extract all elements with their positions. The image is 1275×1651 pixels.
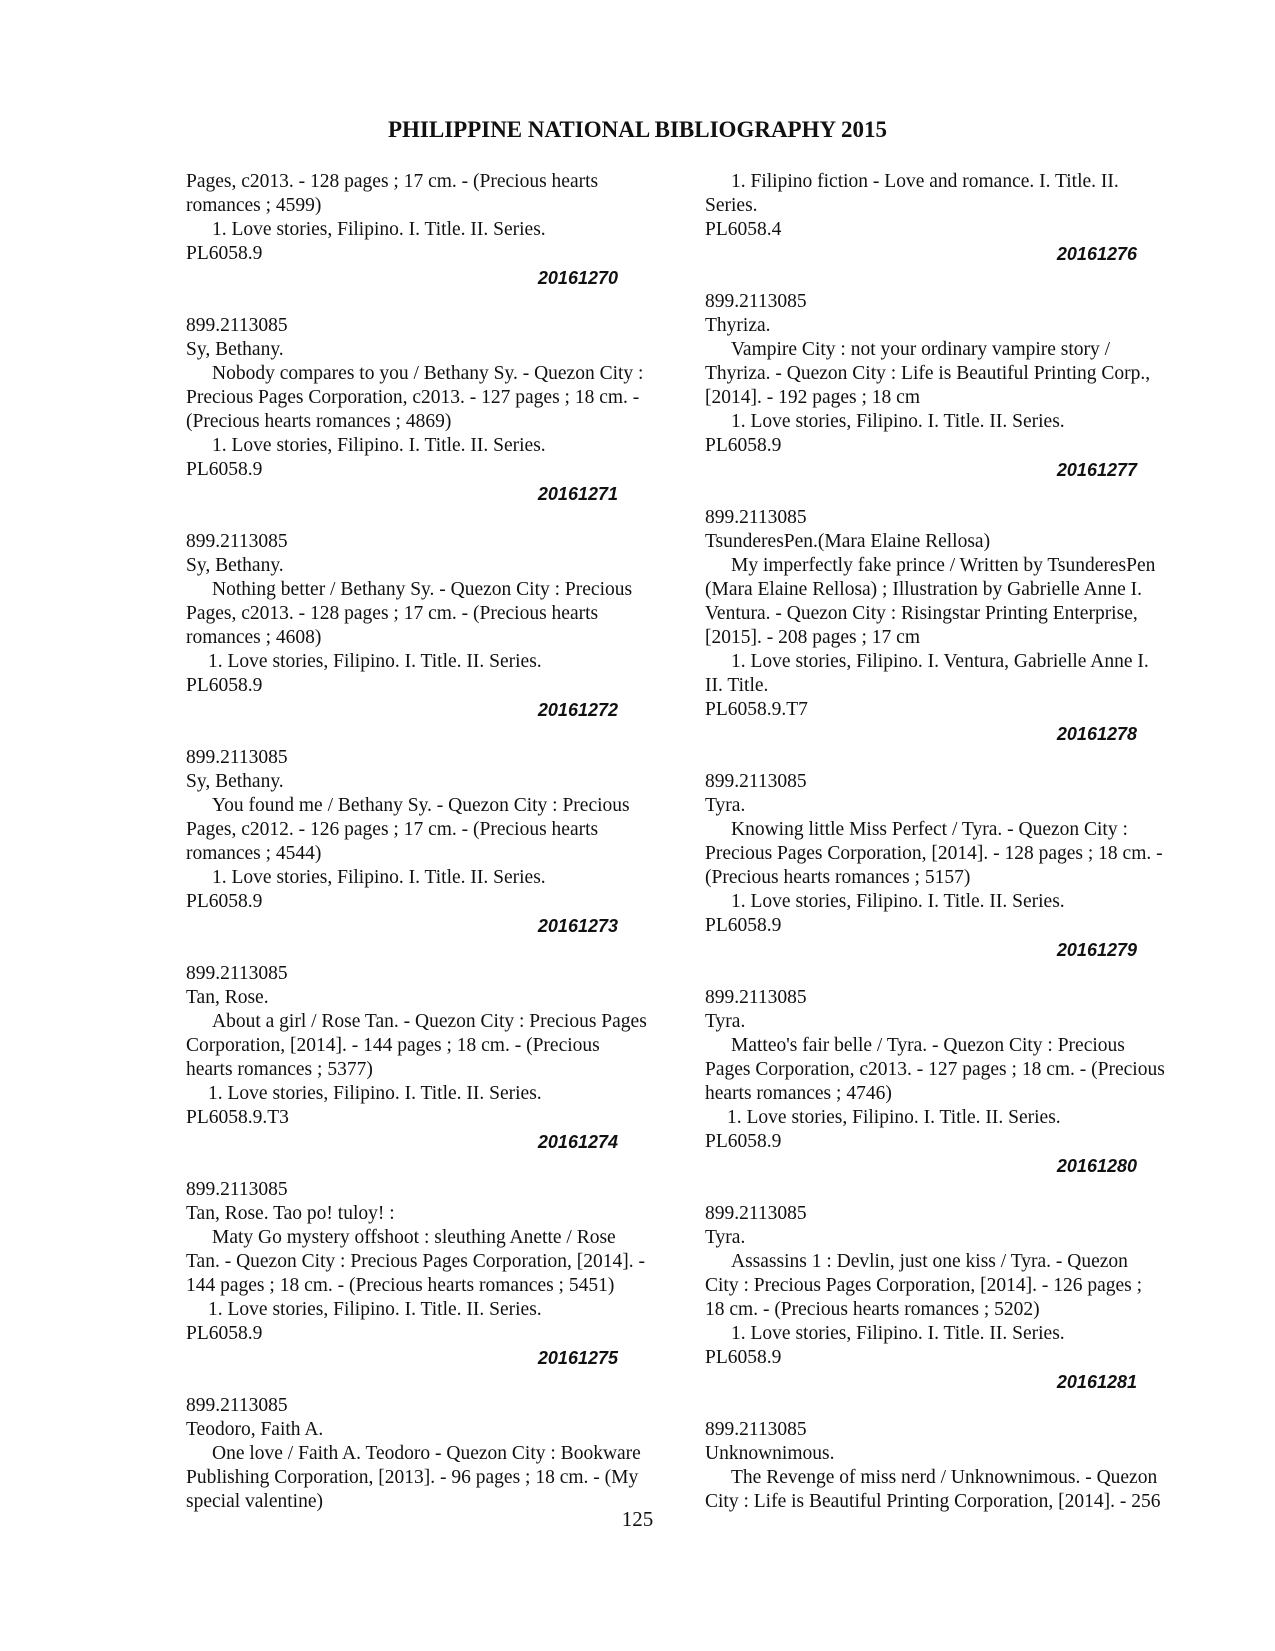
entry-line: PL6058.9.T7 [705,699,808,720]
entry-line: 899.2113085 [186,747,288,768]
entry-line-indented: Matteo's fair belle / Tyra. - Quezon City : Precious [731,1035,1125,1056]
entry-line: 899.2113085 [705,987,807,1008]
entry-line: romances ; 4608) [186,627,322,648]
entry-line: Teodoro, Faith A. [186,1419,324,1440]
entry-line-indented: About a girl / Rose Tan. - Quezon City : Precious Pages [212,1011,647,1032]
accession-number: 20161274 [537,1132,618,1152]
entry-line: II. Title. [705,675,769,696]
entry-line: 899.2113085 [705,1419,807,1440]
entry-line-indented: 1. Love stories, Filipino. I. Ventura, Gabrielle Anne I. [731,651,1149,672]
entry-line-indented: 1. Love stories, Filipino. I. Title. II. Series. [731,891,1065,912]
entry-separator [186,1154,676,1178]
entry-line: 899.2113085 [186,315,288,336]
entry-line: PL6058.9 [705,435,782,456]
entry-line: 899.2113085 [186,963,288,984]
entry-line: special valentine) [186,1491,323,1512]
entry-line: City : Life is Beautiful Printing Corporation, [2014]. - 256 [705,1491,1161,1512]
entry-line-indented: Knowing little Miss Perfect / Tyra. - Quezon City : [731,819,1128,840]
entry-line-indented: 1. Filipino fiction - Love and romance. I. Title. II. [731,171,1119,192]
entry-separator [705,1178,1195,1202]
entry-line: Precious Pages Corporation, [2014]. - 128 pages ; 18 cm. - [705,843,1163,864]
entry-line-indented: 1. Love stories, Filipino. I. Title. II. Series. [731,1323,1065,1344]
entry-separator [705,962,1195,986]
entry-line: [2014]. - 192 pages ; 18 cm [705,387,920,408]
accession-number: 20161273 [537,916,618,936]
entry-line: 899.2113085 [705,1203,807,1224]
entry-line: TsunderesPen.(Mara Elaine Rellosa) [705,531,991,552]
entry-separator [705,482,1195,506]
entry-separator [705,1394,1195,1418]
entry-line-indented: 1. Love stories, Filipino. I. Title. II. Series. [212,867,546,888]
entry-line-indented: One love / Faith A. Teodoro - Quezon City : Bookware [212,1443,641,1464]
entry-line: City : Precious Pages Corporation, [2014]. - 126 pages ; [705,1275,1143,1296]
entry-line: 18 cm. - (Precious hearts romances ; 5202) [705,1299,1040,1320]
entry-line: 144 pages ; 18 cm. - (Precious hearts romances ; 5451) [186,1275,615,1296]
entry-line: [2015]. - 208 pages ; 17 cm [705,627,920,648]
accession-number: 20161279 [1056,940,1137,960]
entry-line: Series. [705,195,758,216]
entry-line: PL6058.9 [186,459,263,480]
entry-line: hearts romances ; 5377) [186,1059,373,1080]
entry-line: (Precious hearts romances ; 4869) [186,411,452,432]
entry-line: PL6058.9 [186,675,263,696]
entry-line: Unknownimous. [705,1443,835,1464]
entry-line: Pages, c2013. - 128 pages ; 17 cm. - (Precious hearts [186,603,599,624]
entry-line: Thyriza. [705,315,771,336]
page-number: 125 [621,1507,654,1531]
entry-line-indented: Assassins 1 : Devlin, just one kiss / Tyra. - Quezon [731,1251,1128,1272]
entry-separator [186,1370,676,1394]
entry-line-indented: 1. Love stories, Filipino. I. Title. II. Series. [208,651,542,672]
entry-line: Precious Pages Corporation, c2013. - 127 pages ; 18 cm. - [186,387,640,408]
entry-line: Tan. - Quezon City : Precious Pages Corporation, [2014]. - [186,1251,645,1272]
entry-line-indented: 1. Love stories, Filipino. I. Title. II. Series. [212,435,546,456]
entry-line: romances ; 4544) [186,843,322,864]
entry-separator [186,938,676,962]
entry-line-indented: Nobody compares to you / Bethany Sy. - Quezon City : [212,363,644,384]
accession-number: 20161277 [1056,460,1137,480]
entry-separator [186,290,676,314]
right-column [705,170,1195,1514]
entry-line: Thyriza. - Quezon City : Life is Beautiful Printing Corp., [705,363,1151,384]
entry-line: Tyra. [705,795,746,816]
entry-line: 899.2113085 [705,291,807,312]
entry-line: Tan, Rose. [186,987,269,1008]
entry-line: Publishing Corporation, [2013]. - 96 pages ; 18 cm. - (My [186,1467,639,1488]
entry-separator [705,746,1195,770]
entry-line: Tan, Rose. Tao po! tuloy! : [186,1203,395,1224]
entry-separator [186,722,676,746]
entry-line: Pages, c2013. - 128 pages ; 17 cm. - (Precious hearts [186,171,599,192]
entry-separator [705,266,1195,290]
entry-line: PL6058.9.T3 [186,1107,289,1128]
entry-line: PL6058.9 [705,1347,782,1368]
entry-line: 899.2113085 [705,507,807,528]
entry-line: 899.2113085 [186,1179,288,1200]
accession-number: 20161278 [1056,724,1137,744]
entry-line-indented: 1. Love stories, Filipino. I. Title. II. Series. [727,1107,1061,1128]
page-title: PHILIPPINE NATIONAL BIBLIOGRAPHY 2015 [387,117,888,142]
entry-line: PL6058.9 [186,1323,263,1344]
entry-line-indented: Vampire City : not your ordinary vampire story / [731,339,1111,360]
entry-line: PL6058.9 [186,891,263,912]
entry-line: PL6058.9 [705,915,782,936]
entry-line: (Precious hearts romances ; 5157) [705,867,971,888]
entry-line-indented: My imperfectly fake prince / Written by TsunderesPen [731,555,1156,576]
entry-line: 899.2113085 [186,1395,288,1416]
accession-number: 20161271 [537,484,618,504]
entry-line-indented: 1. Love stories, Filipino. I. Title. II. Series. [208,1299,542,1320]
entry-line: PL6058.9 [705,1131,782,1152]
entry-line-indented: Maty Go mystery offshoot : sleuthing Anette / Rose [212,1227,616,1248]
entry-line: Corporation, [2014]. - 144 pages ; 18 cm. - (Precious [186,1035,600,1056]
entry-line-indented: Nothing better / Bethany Sy. - Quezon City : Precious [212,579,633,600]
accession-number: 20161280 [1056,1156,1137,1176]
entry-line: hearts romances ; 4746) [705,1083,892,1104]
accession-number: 20161275 [537,1348,618,1368]
accession-number: 20161272 [537,700,618,720]
entry-line: Ventura. - Quezon City : Risingstar Printing Enterprise, [705,603,1138,624]
entry-line: Sy, Bethany. [186,339,284,360]
entry-line: 899.2113085 [186,531,288,552]
entry-line: Pages, c2012. - 126 pages ; 17 cm. - (Precious hearts [186,819,599,840]
accession-number: 20161281 [1056,1372,1137,1392]
entry-line: Tyra. [705,1011,746,1032]
entry-line: PL6058.4 [705,219,782,240]
entry-line: Sy, Bethany. [186,771,284,792]
entry-line: Sy, Bethany. [186,555,284,576]
accession-number: 20161270 [537,268,618,288]
entry-line-indented: 1. Love stories, Filipino. I. Title. II. Series. [212,219,546,240]
entry-line: romances ; 4599) [186,195,322,216]
entry-line: Pages Corporation, c2013. - 127 pages ; 18 cm. - (Precious [705,1059,1165,1080]
accession-number: 20161276 [1056,244,1137,264]
entry-line: (Mara Elaine Rellosa) ; Illustration by Gabrielle Anne I. [705,579,1142,600]
left-column [186,170,676,1514]
entry-line-indented: The Revenge of miss nerd / Unknownimous. - Quezon [731,1467,1158,1488]
entry-line: 899.2113085 [705,771,807,792]
entry-line-indented: 1. Love stories, Filipino. I. Title. II. Series. [208,1083,542,1104]
entry-line: Tyra. [705,1227,746,1248]
entry-line-indented: You found me / Bethany Sy. - Quezon City : Precious [212,795,630,816]
entry-line: PL6058.9 [186,243,263,264]
entry-line-indented: 1. Love stories, Filipino. I. Title. II. Series. [731,411,1065,432]
entry-separator [186,506,676,530]
